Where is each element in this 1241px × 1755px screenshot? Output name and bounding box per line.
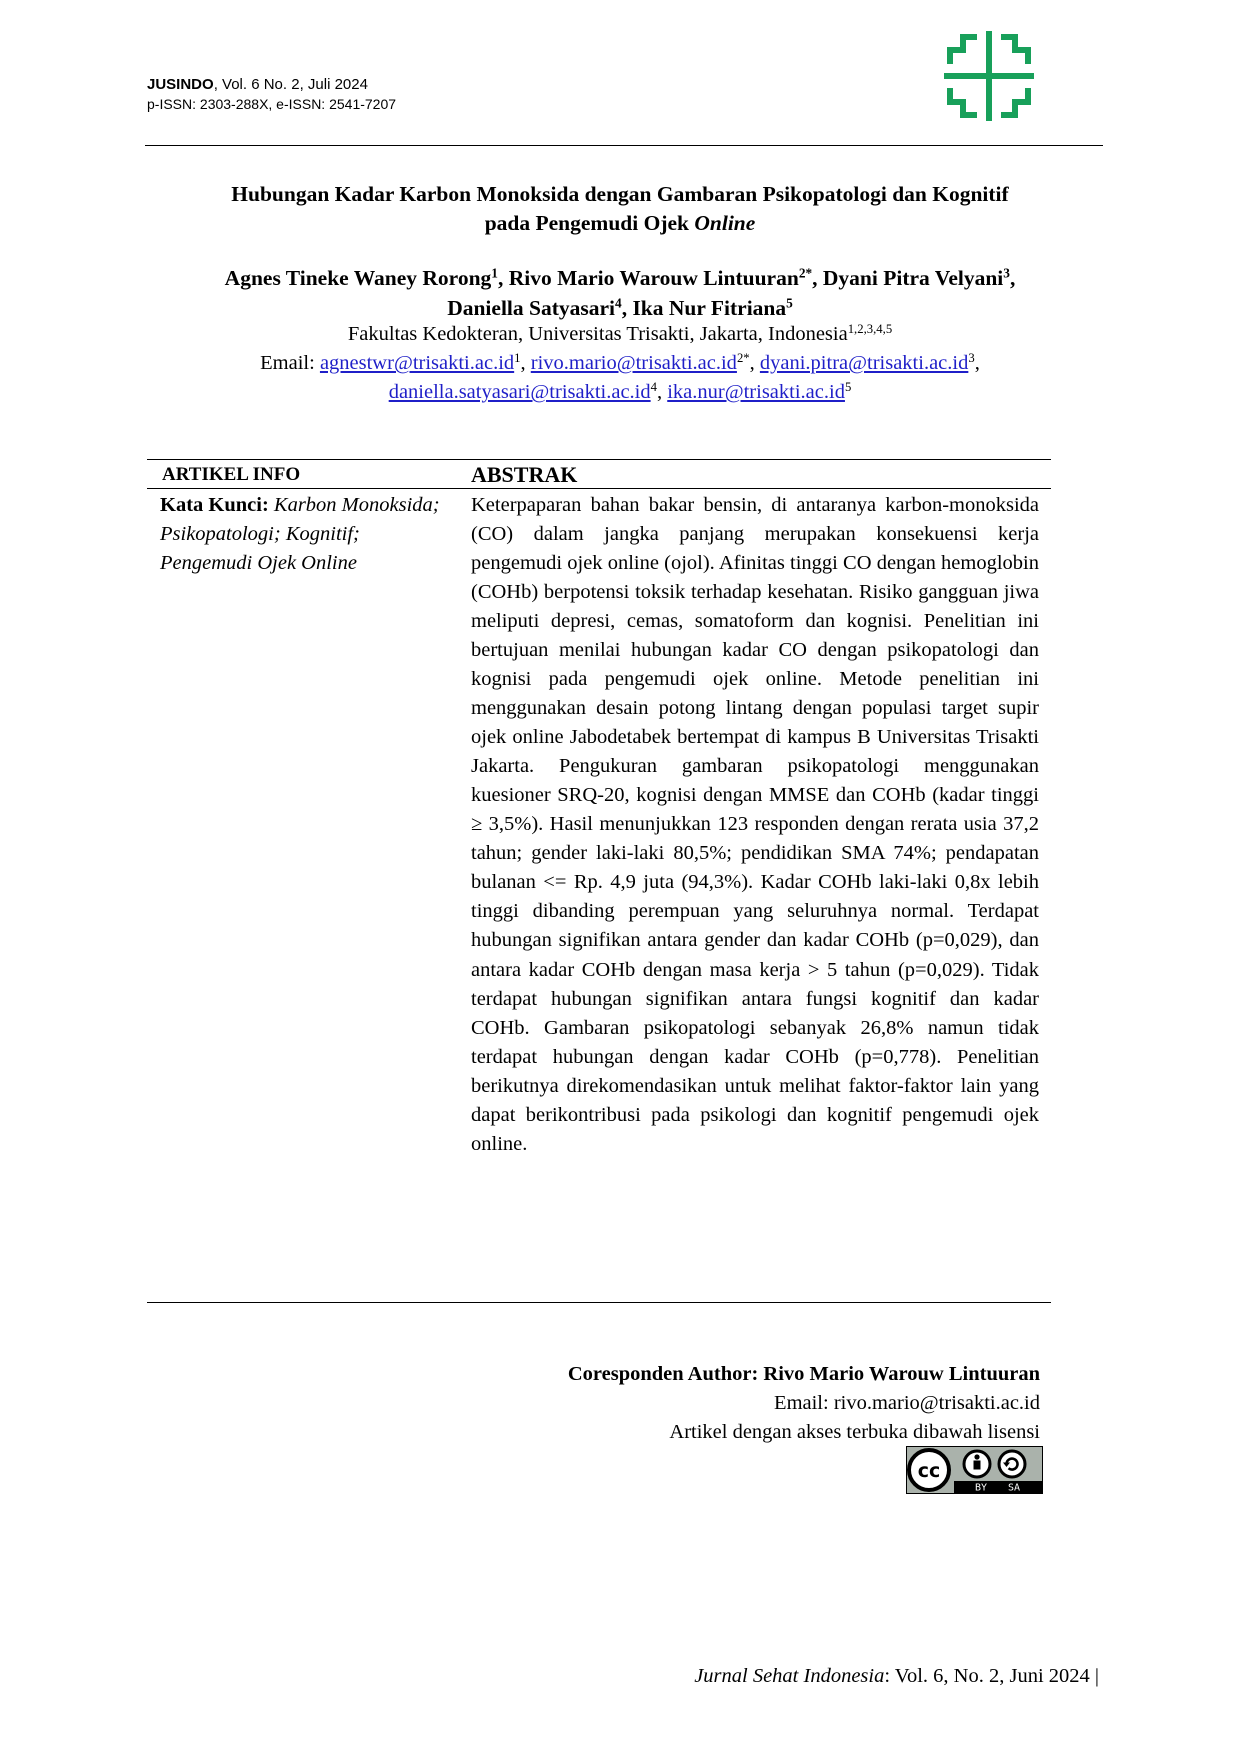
table-bottom-rule bbox=[147, 1302, 1051, 1303]
title-line-1: Hubungan Kadar Karbon Monoksida dengan Gambaran Psikopatologi dan Kognitif bbox=[231, 182, 1009, 206]
email-link[interactable]: agnestwr@trisakti.ac.id bbox=[319, 352, 515, 374]
affiliation bbox=[145, 320, 1095, 348]
keywords bbox=[160, 491, 442, 578]
affiliation-text: Fakultas Kedokteran, Universitas Trisakti, Jakarta, Indonesia bbox=[347, 323, 848, 345]
author-affiliation-mark: 3 bbox=[1003, 265, 1010, 281]
footer-journal: Jurnal Sehat Indonesia bbox=[694, 1665, 885, 1687]
author-affiliation-mark: 5 bbox=[786, 295, 793, 311]
journal-header bbox=[147, 76, 368, 94]
keywords-text: Karbon Monoksida; Psikopatologi; Kognitif; Pengemudi Ojek Online bbox=[160, 494, 440, 574]
badge-by-label: BY bbox=[974, 1482, 988, 1494]
keywords-label: Kata Kunci: bbox=[160, 494, 274, 516]
journal-logo-icon bbox=[941, 28, 1037, 124]
corresponding-email: Email: rivo.mario@trisakti.ac.id bbox=[774, 1392, 1040, 1414]
author-name: Daniella Satyasari bbox=[447, 296, 616, 320]
cc-by-sa-badge[interactable] bbox=[906, 1446, 1043, 1494]
footer-issue: : Vol. 6, No. 2, Juni 2024 | bbox=[884, 1665, 1099, 1687]
page-footer bbox=[694, 1662, 1099, 1690]
journal-issue: , Vol. 6 No. 2, Juli 2024 bbox=[213, 76, 368, 93]
email-label: Email: bbox=[260, 352, 320, 374]
email-mark: 3 bbox=[968, 351, 975, 366]
share-alike-icon bbox=[999, 1451, 1025, 1477]
email-mark: 1 bbox=[514, 351, 521, 366]
author-affiliation-mark: 4 bbox=[615, 295, 622, 311]
author-name: Ika Nur Fitriana bbox=[632, 296, 787, 320]
author-list: Agnes Tineke Waney Rorong$^1$, Rivo Mario Warouw Lintuuran$^{2*}$, Dyani Pitra Velyani$^3$, Daniella Satyasari$^4$, Ika Nur Fitriana$^5$ bbox=[224, 265, 1016, 320]
email-mark: 2* bbox=[736, 351, 750, 366]
author-name: Agnes Tineke Waney Rorong bbox=[224, 266, 492, 290]
title-line-2-italic: Online bbox=[694, 211, 756, 235]
email-list: Email: $agnestwr@trisakti.ac.id^1$, $rivo.mario@trisakti.ac.id^{2*}$, $dyani.pitra@trisakti.ac.id^3$, $daniella.satyasari@trisakti.ac.id^4$, $ika.nur@trisakti.ac.id^5$ bbox=[260, 351, 980, 403]
author-name: Dyani Pitra Velyani bbox=[822, 266, 1004, 290]
title-line-2: pada Pengemudi Ojek bbox=[484, 211, 695, 235]
author-name: Rivo Mario Warouw Lintuuran bbox=[508, 266, 799, 290]
svg-text:cc: cc bbox=[917, 1460, 941, 1482]
email-mark: 4 bbox=[650, 380, 657, 395]
abstract-heading: ABSTRAK bbox=[471, 462, 578, 487]
table-header-rule bbox=[147, 488, 1051, 489]
email-link[interactable]: dyani.pitra@trisakti.ac.id bbox=[759, 352, 969, 374]
paper-title bbox=[145, 180, 1095, 238]
badge-sa-label: SA bbox=[1007, 1482, 1021, 1494]
issn-line: p-ISSN: 2303-288X, e-ISSN: 2541-7207 bbox=[147, 96, 397, 112]
email-link[interactable]: ika.nur@trisakti.ac.id bbox=[667, 381, 845, 403]
table-top-rule bbox=[147, 459, 1051, 460]
author-affiliation-mark: 1 bbox=[491, 265, 498, 281]
email-link[interactable]: rivo.mario@trisakti.ac.id bbox=[530, 352, 737, 374]
cc-icon bbox=[909, 1450, 949, 1490]
author-affiliation-mark: 2* bbox=[798, 265, 813, 281]
email-link[interactable]: daniella.satyasari@trisakti.ac.id bbox=[388, 381, 651, 403]
corresponding-author: Coresponden Author: Rivo Mario Warouw Lintuuran bbox=[567, 1363, 1040, 1385]
journal-name: JUSINDO bbox=[147, 76, 214, 93]
header-divider bbox=[145, 145, 1103, 146]
license-statement: Artikel dengan akses terbuka dibawah lisensi bbox=[669, 1421, 1040, 1443]
email-mark: 5 bbox=[844, 380, 852, 395]
attribution-icon bbox=[964, 1451, 990, 1477]
abstract-text: Keterpaparan bahan bakar bensin, di antaranya karbon-monoksida (CO) dalam jangka panjang merupakan konsekuensi kerja pengemudi ojek online (ojol). Afinitas tinggi CO dengan hemoglobin (COHb) berpotensi toksik terhadap kesehatan. Risiko gangguan jiwa meliputi depresi, cemas, somatoform dan kognisi. Penelitian ini bertujuan menilai hubungan kadar CO dengan psikopatologi dan kognisi pada pengemudi ojek online. Metode penelitian ini menggunakan desain potong lintang dengan populasi target supir ojek online Jabodetabek bertempat di kampus B Universitas Trisakti Jakarta. Pengukuran gambaran psikopatologi menggunakan kuesioner SRQ-20, kognisi dengan MMSE dan COHb (kadar tinggi ≥ 3,5%). Hasil menunjukkan 123 responden dengan rerata usia 37,2 tahun; gender laki-laki 80,5%; pendidikan SMA 74%; pendapatan bulanan <= Rp. 4,9 juta (94,3%). Kadar COHb laki-laki 0,8x lebih tinggi dibanding perempuan yang seluruhnya normal. Terdapat hubungan signifikan antara gender dan kadar COHb (p=0,029), dan antara kadar COHb dengan masa kerja > 5 tahun (p=0,029). Tidak terdapat hubungan signifikan antara fungsi kognitif dan kadar COHb. Gambaran psikopatologi sebanyak 26,8% namun tidak terdapat hubungan dengan kadar COHb (p=0,778). Penelitian berikutnya direkomendasikan untuk melihat faktor-faktor lain yang dapat berikontribusi pada psikologi dan kognitif pengemudi ojek online. bbox=[471, 494, 1039, 1155]
article-info-heading: ARTIKEL INFO bbox=[162, 464, 301, 485]
affiliation-mark: 1,2,3,4,5 bbox=[847, 322, 893, 337]
